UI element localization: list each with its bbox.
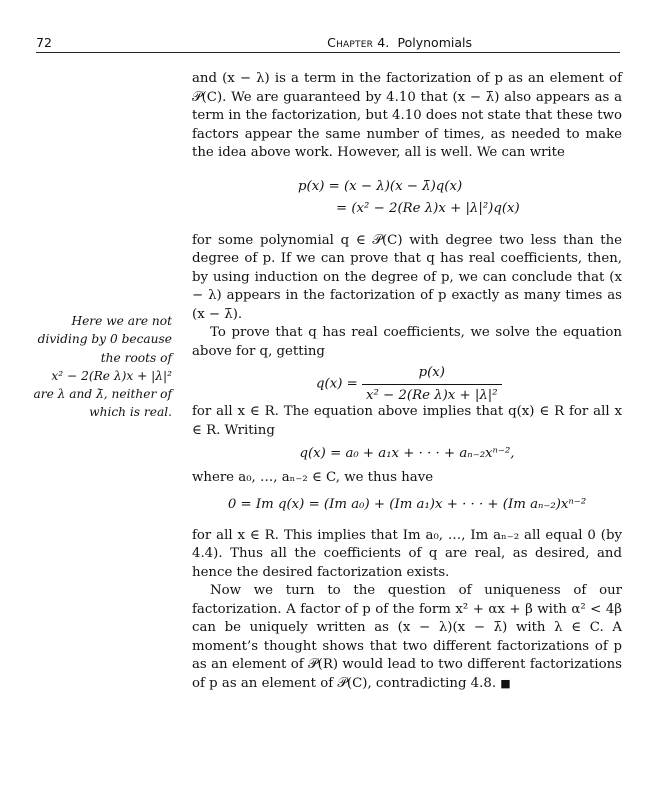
running-header [36, 34, 620, 53]
chapter-label: Chapter 4. [327, 35, 390, 50]
margin-note-line: dividing by 0 because [37, 332, 172, 347]
paragraph-text: Now we turn to the question of uniqueness of our factorization. A factor of p of the form x² + αx + β with α² < 4β can be uniquely written as (x − λ)(x − λ̄) with λ ∈ C. A moment’s thought shows that two different factorizations of p as an element of 𝒫(R) would lead to two different factorizations of p as an element of 𝒫(C), contradicting 4.8. [192, 583, 622, 691]
fraction [362, 363, 502, 406]
margin-note-line: are λ and λ̄, neither of [33, 387, 172, 402]
chapter-heading [327, 35, 472, 50]
paragraph [192, 582, 622, 693]
equation-fraction [192, 363, 622, 401]
equation-block [192, 177, 622, 221]
paragraph: for all x ∈ R. The equation above implies that q(x) ∈ R for all x ∈ R. Writing [192, 404, 622, 438]
paragraph: To prove that q has real coefficients, we solve the equation above for q, getting [192, 325, 622, 359]
paragraph: for all x ∈ R. This implies that Im a₀, …, Im aₙ₋₂ all equal 0 (by 4.4). Thus all the coefficients of q are real, as desired, and hence the desired factorization exists. [192, 527, 622, 580]
equation-line: q(x) = a₀ + a₁x + · · · + aₙ₋₂xⁿ⁻², [299, 446, 515, 461]
margin-note-line: the roots of [100, 350, 172, 365]
paragraph: where a₀, …, aₙ₋₂ ∈ C, we thus have [192, 470, 434, 485]
fraction-numerator: p(x) [362, 363, 502, 385]
fraction-denominator: x² − 2(Re λ)x + |λ|² [366, 388, 498, 403]
paragraph: and (x − λ) is a term in the factorization of p as an element of 𝒫(C). We are guaranteed by 4.10 that (x − λ̄) also appears as a term in the factorization, but 4.10 does not state that these two factors appear the same number of times, as needed to make the idea above work. However, all is well. We can write [192, 71, 622, 160]
margin-note-line: which is real. [89, 405, 172, 420]
end-of-proof-mark: ■ [500, 676, 511, 690]
page-number: 72 [36, 35, 52, 50]
chapter-title: Polynomials [397, 35, 472, 50]
equation-lhs: q(x) = [316, 376, 358, 392]
margin-note-line: x² − 2(Re λ)x + |λ|² [51, 368, 172, 383]
margin-note-line: Here we are not [71, 314, 172, 328]
equation-line: 0 = Im q(x) = (Im a₀) + (Im a₁)x + · · · + (Im aₙ₋₂)xⁿ⁻² [227, 496, 587, 512]
equation-line: = (x² − 2(Re λ)x + |λ|²)q(x) [336, 200, 520, 216]
equation-line: p(x) = (x − λ)(x − λ̄)q(x) [298, 178, 463, 194]
body-text [192, 70, 622, 693]
margin-note [30, 312, 172, 422]
paragraph: for some polynomial q ∈ 𝒫(C) with degree two less than the degree of p. If we can prove that q has real coefficients, then, by using induction on the degree of p, we can conclude that (x − λ) appears in the factorization of p exactly as many times as (x − λ̄). [192, 232, 622, 322]
